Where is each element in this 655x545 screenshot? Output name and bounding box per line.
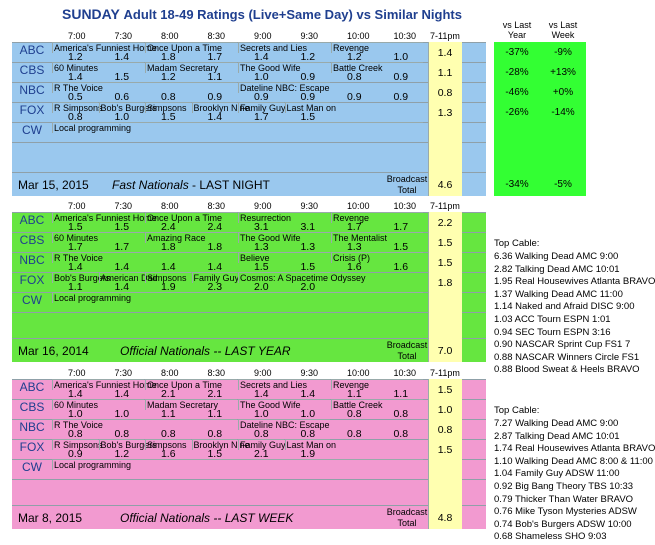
program-name: Battle Creek: [331, 62, 423, 73]
program-name: Local programming: [52, 122, 423, 133]
vs-year-cell: [494, 122, 540, 142]
program-name: Bob's Burgers: [54, 273, 111, 283]
row-total: 1.4: [437, 47, 453, 59]
time-label: 10:30: [393, 201, 417, 211]
rating-value: 1.5: [114, 221, 130, 233]
rating-value: 1.7: [67, 241, 83, 253]
top-cable-item: 0.79 Thicker Than Water BRAVO: [494, 493, 634, 505]
rating-value: 1.1: [346, 388, 362, 400]
rating-value: 1.7: [253, 111, 269, 123]
network-label: FOX: [19, 440, 45, 454]
rating-value: 0.9: [300, 71, 316, 83]
program-name: Secrets and Lies: [238, 42, 330, 53]
time-label: 7:30: [114, 31, 133, 41]
top-cable-item: 1.37 Walking Dead AMC 11:00: [494, 288, 623, 300]
time-label: 7:00: [68, 201, 86, 211]
header-vs-last-year: vs Last: [502, 20, 532, 30]
program-name: Battle Creek: [331, 399, 423, 410]
total-box-fill: [428, 142, 462, 172]
rating-value: 1.4: [114, 281, 130, 293]
vs-last-week: -14%: [551, 107, 575, 118]
rating-value: 0.8: [67, 428, 83, 440]
program-name: Secrets and Lies: [238, 379, 330, 390]
vs-last-year: -26%: [505, 107, 529, 118]
program-name: Brooklyn Nine: [193, 440, 250, 450]
broadcast-label: Broadcast: [386, 507, 428, 517]
program-name: Crisis (P): [331, 252, 423, 263]
rating-value: 1.0: [114, 408, 130, 420]
rating-value: 1.1: [207, 71, 223, 83]
rating-value: 1.5: [114, 71, 130, 83]
rating-value: 0.9: [393, 91, 409, 103]
rating-value: 1.3: [300, 241, 316, 253]
program-name: Simpsons: [145, 272, 191, 283]
rating-value: 2.4: [160, 221, 176, 233]
rating-value: 1.3: [346, 241, 362, 253]
program-name: Last Man on: [286, 440, 337, 450]
broadcast-total: 7.0: [437, 345, 453, 357]
program-name: Cosmos: A Spacetime Odyssey: [240, 273, 366, 283]
rating-value: 1.4: [253, 388, 269, 400]
top-cable-item: 0.76 Mike Tyson Mysteries ADSW: [494, 506, 637, 518]
row-total: 1.5: [437, 237, 453, 249]
program-name: Last Man on: [286, 103, 337, 113]
rating-value: 1.5: [67, 221, 83, 233]
rating-value: 1.4: [114, 388, 130, 400]
time-label: 10:30: [393, 31, 417, 41]
top-cable-item: 0.88 NASCAR Winners Circle FS1: [494, 351, 640, 363]
rating-value: 0.8: [253, 428, 269, 440]
vs-last-year: -37%: [505, 47, 529, 58]
rating-value: 0.9: [300, 91, 316, 103]
rating-value: 1.2: [160, 71, 176, 83]
rating-value: 1.2: [114, 448, 130, 460]
program-name: American Dad: [100, 273, 158, 283]
program-name: Revenge: [331, 379, 423, 390]
time-label: 8:30: [207, 31, 226, 41]
rating-value: 1.5: [207, 448, 223, 460]
time-label: 7:00: [68, 368, 86, 378]
rating-value: 1.7: [207, 51, 223, 63]
header-vs-last-year-2: Year: [507, 30, 527, 40]
rating-value: 1.1: [160, 408, 176, 420]
program-name: America's Funniest Home: [54, 213, 157, 223]
panel-label-bold: Fast Nationals: [112, 178, 189, 192]
program-name: Family Guy: [240, 440, 286, 450]
program-name: Amazing Race: [145, 232, 237, 243]
rating-value: 1.4: [300, 388, 316, 400]
rating-value: 1.8: [160, 51, 176, 63]
program-name: Believe: [238, 252, 330, 263]
panel-date: Mar 16, 2014: [18, 344, 89, 358]
total-vs-last-week: -5%: [554, 179, 572, 190]
page-title: [62, 6, 462, 22]
rating-value: 1.4: [67, 388, 83, 400]
time-label: 9:30: [300, 368, 319, 378]
rating-value: 2.1: [160, 388, 176, 400]
rating-value: 2.1: [253, 448, 269, 460]
time-label: 7:30: [114, 201, 133, 211]
rating-value: 3.1: [300, 221, 316, 233]
vs-week-cell: [540, 122, 586, 142]
program-name: Family Guy: [240, 103, 286, 113]
program-name: 60 Minutes: [52, 232, 144, 243]
grid-line: [12, 479, 486, 480]
rating-value: 0.8: [346, 428, 362, 440]
time-label: 8:00: [161, 368, 179, 378]
program-name: R The Voice: [52, 252, 237, 263]
program-name: 60 Minutes: [52, 399, 144, 410]
grid-line: [12, 142, 486, 143]
row-total: 1.3: [437, 107, 453, 119]
top-cable-item: 0.68 Shameless SHO 9:03: [494, 531, 607, 543]
rating-value: 0.8: [300, 428, 316, 440]
rating-value: 1.4: [67, 71, 83, 83]
time-label: 9:00: [254, 368, 272, 378]
vs-last-week: -9%: [554, 47, 572, 58]
time-label: 9:00: [254, 201, 272, 211]
rating-value: 0.8: [393, 428, 409, 440]
program-name: Dateline NBC: Escape: [240, 83, 330, 93]
rating-value: 0.9: [346, 91, 362, 103]
vs-last-week: +13%: [550, 67, 576, 78]
rating-value: 1.6: [160, 448, 176, 460]
rating-value: 1.4: [207, 261, 223, 273]
panel-date: Mar 8, 2015: [18, 511, 83, 525]
broadcast-label: Broadcast: [386, 174, 428, 184]
rating-value: 0.8: [393, 408, 409, 420]
broadcast-label-2: Total: [397, 185, 417, 195]
total-box-fill: [428, 312, 462, 338]
time-label: 8:00: [161, 31, 179, 41]
program-name: Local programming: [52, 292, 423, 303]
total-box: [428, 292, 462, 312]
rating-value: 1.4: [114, 261, 130, 273]
rating-value: 1.0: [114, 111, 130, 123]
rating-value: 0.8: [67, 111, 83, 123]
grid-line: [12, 338, 486, 339]
row-total: 0.8: [437, 87, 453, 99]
program-name: Simpsons: [145, 439, 191, 450]
vs-last-year: -28%: [505, 67, 529, 78]
time-label: 10:00: [347, 368, 370, 378]
program-name: The Mentalist: [331, 232, 423, 243]
network-label: CBS: [19, 63, 45, 77]
panel-label: Official Nationals -- LAST YEAR: [120, 344, 291, 358]
time-label: 9:30: [300, 201, 319, 211]
program-name: R The Voice: [52, 419, 237, 430]
rating-value: 0.9: [67, 448, 83, 460]
program-name: Brooklyn Nine: [193, 103, 250, 113]
rating-value: 2.0: [300, 281, 316, 293]
program-name: America's Funniest Home: [54, 43, 157, 53]
rating-value: 0.9: [207, 91, 223, 103]
top-cable-item: 0.90 NASCAR Sprint Cup FS1 7: [494, 339, 631, 351]
grid-line: [12, 505, 486, 506]
network-label: CW: [22, 460, 42, 474]
total-box-fill: [428, 479, 462, 505]
rating-value: 1.6: [393, 261, 409, 273]
rating-value: 1.1: [207, 408, 223, 420]
time-label: 7:00: [68, 31, 86, 41]
program-name: R Simpsons: [54, 440, 103, 450]
time-label: 10:00: [347, 31, 370, 41]
rating-value: 1.2: [346, 51, 362, 63]
top-cable-item: 1.10 Walking Dead AMC 8:00 & 11:00: [494, 455, 653, 467]
rating-value: 1.5: [393, 241, 409, 253]
top-cable-item: 6.36 Walking Dead AMC 9:00: [494, 251, 619, 262]
top-cable-title: Top Cable:: [494, 405, 540, 416]
panel-date: Mar 15, 2015: [18, 178, 89, 192]
row-total: 0.8: [437, 424, 453, 436]
rating-value: 1.0: [253, 71, 269, 83]
grid-line: [12, 172, 486, 173]
rating-value: 1.1: [393, 388, 409, 400]
rating-value: 1.8: [207, 241, 223, 253]
rating-value: 0.8: [160, 91, 176, 103]
network-label: FOX: [19, 273, 45, 287]
rating-value: 2.1: [207, 388, 223, 400]
header-vs-last-week: vs Last: [548, 20, 578, 30]
program-name: R The Voice: [52, 82, 237, 93]
rating-value: 1.4: [160, 261, 176, 273]
broadcast-label-2: Total: [397, 351, 417, 361]
rating-value: 0.8: [346, 71, 362, 83]
rating-value: 1.5: [253, 261, 269, 273]
rating-value: 1.8: [160, 241, 176, 253]
rating-value: 0.9: [393, 71, 409, 83]
row-total: 1.0: [437, 404, 453, 416]
top-cable-item: 7.27 Walking Dead AMC 9:00: [494, 418, 619, 429]
program-name: Bob's Burgers: [100, 103, 157, 113]
time-range-label: 7-11pm: [430, 368, 460, 378]
rating-value: 0.8: [114, 428, 130, 440]
total-box: [428, 122, 462, 142]
rating-value: 1.3: [253, 241, 269, 253]
rating-value: 1.2: [67, 51, 83, 63]
rating-value: 1.0: [67, 408, 83, 420]
panel-label: Official Nationals -- LAST WEEK: [120, 511, 294, 525]
time-range-label: 7-11pm: [430, 31, 460, 41]
top-cable-item: 1.04 Family Guy ADSW 11:00: [494, 468, 620, 480]
rating-value: 1.1: [67, 281, 83, 293]
program-name: Dateline NBC: Escape: [240, 420, 330, 430]
time-label: 8:00: [161, 201, 179, 211]
program-name: Once Upon a Time: [145, 42, 237, 53]
rating-value: 2.3: [207, 281, 223, 293]
program-name: The Good Wife: [238, 62, 330, 73]
rating-value: 1.4: [253, 51, 269, 63]
program-name: Once Upon a Time: [145, 212, 237, 223]
row-total: 1.5: [437, 257, 453, 269]
time-label: 10:00: [347, 201, 370, 211]
rating-value: 1.4: [67, 261, 83, 273]
vs-last-week: +0%: [552, 87, 574, 98]
network-label: FOX: [19, 103, 45, 117]
rating-value: 1.9: [160, 281, 176, 293]
grid-line: [12, 312, 486, 313]
broadcast-label: Broadcast: [386, 340, 428, 350]
time-label: 8:30: [207, 368, 226, 378]
panel-label: [112, 178, 270, 192]
network-label: NBC: [19, 83, 45, 97]
rating-value: 1.5: [300, 261, 316, 273]
time-label: 9:30: [300, 31, 319, 41]
header-vs-last-week-2: Week: [551, 30, 575, 40]
row-total: 2.2: [437, 217, 453, 229]
rating-value: 1.7: [114, 241, 130, 253]
network-label: CW: [22, 123, 42, 137]
row-total: 1.8: [437, 277, 453, 289]
time-label: 8:30: [207, 201, 226, 211]
rating-value: 1.7: [346, 221, 362, 233]
broadcast-label-2: Total: [397, 518, 417, 528]
program-name: Revenge: [331, 212, 423, 223]
rating-value: 0.8: [207, 428, 223, 440]
program-name: Once Upon a Time: [145, 379, 237, 390]
vs-last-year: -46%: [505, 87, 529, 98]
rating-value: 1.5: [300, 111, 316, 123]
panel-label-rest: - LAST NIGHT: [188, 178, 270, 192]
top-cable-item: 0.74 Bob's Burgers ADSW 10:00: [494, 518, 632, 530]
top-cable-item: 1.95 Real Housewives Atlanta BRAVO: [494, 276, 655, 288]
time-label: 10:30: [393, 368, 417, 378]
rating-value: 1.2: [300, 51, 316, 63]
network-label: CBS: [19, 233, 45, 247]
rating-value: 1.9: [300, 448, 316, 460]
rating-value: 0.5: [67, 91, 83, 103]
rating-value: 1.4: [207, 111, 223, 123]
network-label: CW: [22, 293, 42, 307]
rating-value: 1.7: [393, 221, 409, 233]
program-name: Madam Secretary: [145, 399, 237, 410]
rating-value: 2.4: [207, 221, 223, 233]
rating-value: 2.0: [253, 281, 269, 293]
program-name: Bob's Burgers: [100, 440, 157, 450]
rating-value: 1.0: [393, 51, 409, 63]
rating-value: 0.8: [346, 408, 362, 420]
program-name: Simpsons: [145, 102, 191, 113]
rating-value: 1.5: [160, 111, 176, 123]
time-range-label: 7-11pm: [430, 201, 460, 211]
row-total: 1.1: [437, 67, 453, 79]
time-label: 9:00: [254, 31, 272, 41]
rating-value: 3.1: [253, 221, 269, 233]
program-name: The Good Wife: [238, 399, 330, 410]
top-cable-item: 0.92 Big Bang Theory TBS 10:33: [494, 481, 634, 492]
rating-value: 1.4: [114, 51, 130, 63]
top-cable-item: 0.88 Blood Sweat & Heels BRAVO: [494, 364, 640, 376]
top-cable-item: 1.74 Real Housewives Atlanta BRAVO: [494, 443, 655, 455]
top-cable-item: 0.94 SEC Tourn ESPN 3:16: [494, 326, 611, 338]
time-label: 7:30: [114, 368, 133, 378]
network-label: ABC: [19, 43, 45, 57]
top-cable-item: 1.14 Naked and Afraid DISC 9:00: [494, 301, 635, 313]
total-box: [428, 459, 462, 479]
row-total: 1.5: [437, 444, 453, 456]
network-label: CBS: [19, 400, 45, 414]
broadcast-total: 4.6: [437, 179, 453, 191]
program-name: Resurrection: [238, 212, 330, 223]
top-cable-title: Top Cable:: [494, 238, 540, 249]
network-label: ABC: [19, 380, 45, 394]
total-vs-last-year: -34%: [505, 179, 529, 190]
rating-value: 1.0: [300, 408, 316, 420]
broadcast-total: 4.8: [437, 512, 453, 524]
program-name: America's Funniest Home: [54, 380, 157, 390]
rating-value: 0.9: [253, 91, 269, 103]
network-label: ABC: [19, 213, 45, 227]
program-name: 60 Minutes: [52, 62, 144, 73]
rating-value: 1.6: [346, 261, 362, 273]
program-name: Family Guy: [193, 273, 240, 283]
title-rest: Adult 18-49 Ratings (Live+Same Day) vs Similar Nights: [123, 7, 462, 22]
top-cable-item: 2.87 Talking Dead AMC 10:01: [494, 430, 620, 442]
top-cable-item: 1.03 ACC Tourn ESPN 1:01: [494, 314, 611, 325]
program-name: R Simpsons: [54, 103, 103, 113]
rating-value: 1.0: [253, 408, 269, 420]
title-bold: SUNDAY: [62, 6, 120, 22]
program-name: Local programming: [52, 459, 423, 470]
top-cable-item: 2.82 Talking Dead AMC 10:01: [494, 263, 620, 275]
rating-value: 0.8: [160, 428, 176, 440]
network-label: NBC: [19, 253, 45, 267]
program-name: The Good Wife: [238, 232, 330, 243]
row-total: 1.5: [437, 384, 453, 396]
rating-value: 0.6: [114, 91, 130, 103]
program-name: Revenge: [331, 42, 423, 53]
program-name: Madam Secretary: [145, 62, 237, 73]
network-label: NBC: [19, 420, 45, 434]
